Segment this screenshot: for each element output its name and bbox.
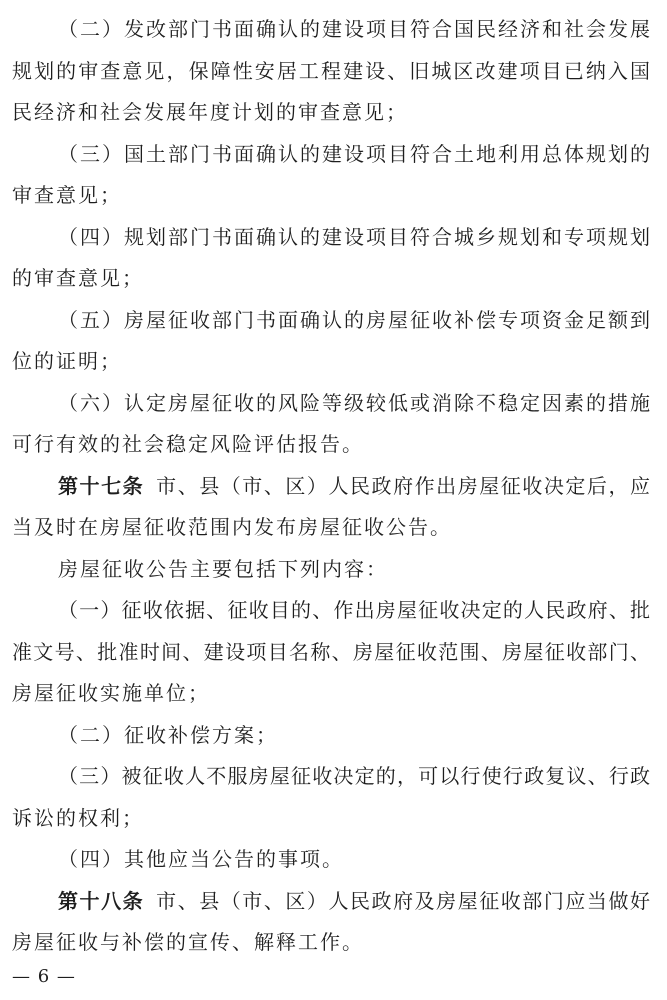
notice-contents-intro: 房屋征收公告主要包括下列内容： [58, 556, 388, 581]
article-17-line-2: 当及时在房屋征收范围内发布房屋征收公告。 [12, 515, 452, 539]
page-number: — 6 — [12, 966, 76, 987]
item-3-line-1: （三）国土部门书面确认的建设项目符合土地利用总体规划的 [58, 141, 650, 166]
article-18-line-1 [12, 881, 650, 923]
article-18-line-2: 房屋征收与补偿的宣传、解释工作。 [12, 930, 364, 954]
item-3-line-2: 审查意见； [12, 183, 122, 207]
item-5-line-1: （五）房屋征收部门书面确认的房屋征收补偿专项资金足额到 [58, 307, 650, 332]
document-body [12, 9, 650, 964]
notice-item-3-line-1: （三）被征收人不服房屋征收决定的，可以行使行政复议、行政 [58, 764, 650, 788]
item-2-line-3: 民经济和社会发展年度计划的审查意见； [12, 100, 408, 124]
article-18-text: 市、县（市、区）人民政府及房屋征收部门应当做好 [156, 888, 650, 913]
notice-item-1-line-1: （一）征收依据、征收目的、作出房屋征收决定的人民政府、批 [58, 598, 650, 622]
item-4-line-1: （四）规划部门书面确认的建设项目符合城乡规划和专项规划 [58, 224, 650, 249]
notice-item-1-line-3: 房屋征收实施单位； [12, 681, 210, 705]
notice-item-2: （二）征收补偿方案； [58, 722, 278, 747]
notice-item-3-line-2: 诉讼的权利； [12, 805, 144, 830]
item-6-line-2: 可行有效的社会稳定风险评估报告。 [12, 432, 364, 456]
item-5-line-2: 位的证明； [12, 349, 122, 373]
article-18-heading: 第十八条 [58, 888, 145, 913]
notice-item-1-line-2: 准文号、批准时间、建设项目名称、房屋征收范围、房屋征收部门、 [12, 639, 650, 664]
article-17-heading: 第十七条 [58, 473, 145, 498]
item-4-line-2: 的审查意见； [12, 266, 144, 290]
article-17-text: 市、县（市、区）人民政府作出房屋征收决定后，应 [156, 473, 650, 498]
item-2-line-2: 规划的审查意见，保障性安居工程建设、旧城区改建项目已纳入国 [12, 58, 650, 83]
item-6-line-1: （六）认定房屋征收的风险等级较低或消除不稳定因素的措施 [58, 390, 650, 415]
notice-item-4: （四）其他应当公告的事项。 [58, 847, 344, 871]
item-2-line-1: （二）发改部门书面确认的建设项目符合国民经济和社会发展 [58, 17, 650, 41]
article-17-line-1 [12, 466, 650, 508]
